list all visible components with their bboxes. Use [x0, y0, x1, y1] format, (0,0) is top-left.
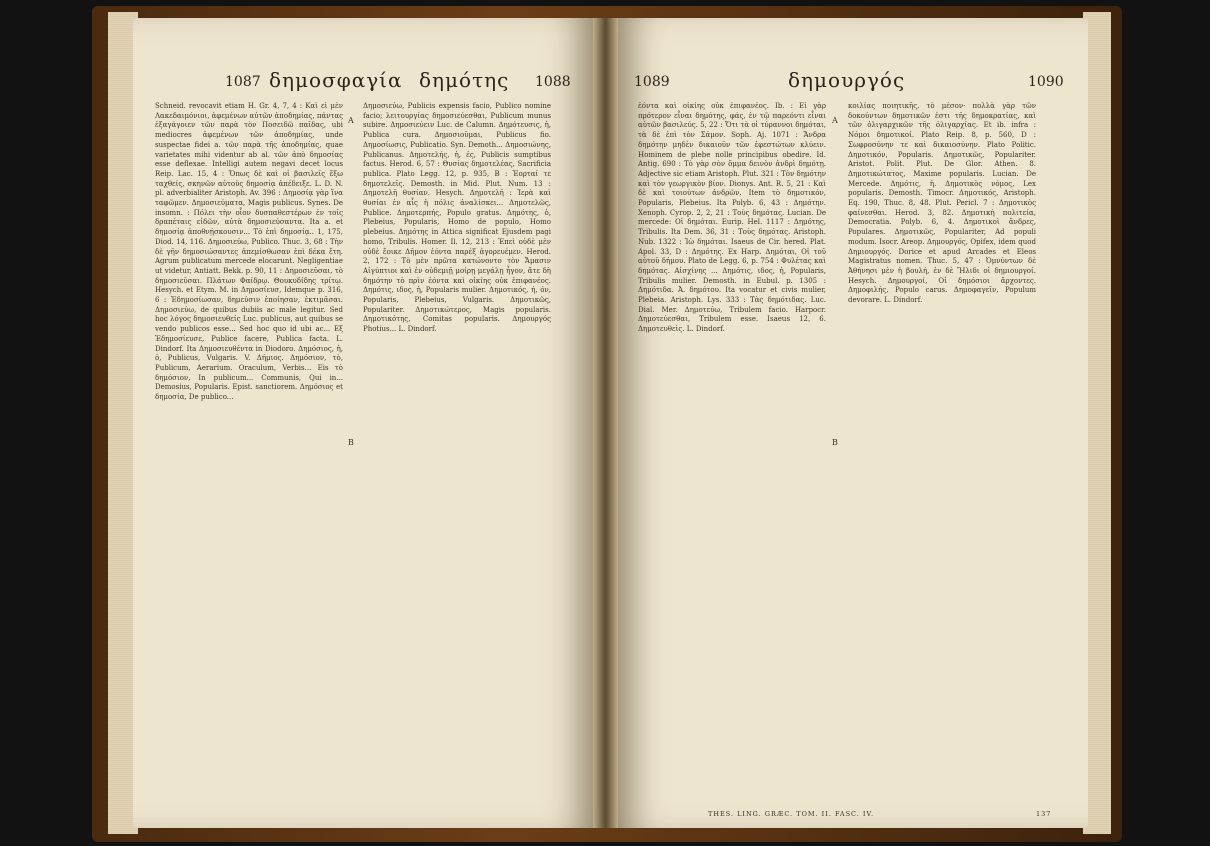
left-page	[133, 18, 593, 828]
right-running-head	[618, 68, 1088, 96]
column-number-left: 1089	[634, 74, 670, 90]
section-marker-b: B	[348, 438, 354, 447]
signature-mark: 137	[1036, 810, 1052, 818]
section-marker-a-right: A	[832, 116, 838, 125]
book-gutter	[593, 18, 618, 828]
section-marker-b-right: B	[832, 438, 838, 447]
left-column-b: Δημοσιεύω, Publicis expensis facio, Publico nomine facio; λειτουργίας δημοσιεύεσθαι, Publicum munus subire. Δημοσιεύειν Luc. de Calumn. Δημότευσις, ἡ, Publica cura. Δημοσιοῦμαι, Publicus fio. Δημοσίωσις, Publicatio. Syn. Demoth... Δημοσιώνης, Publicanus. Δημοτελής, ἡ, ἐς, Publicis sumptibus factus. Herod. 6, 57 : Θυσίας δημοτελέας, Sacrificia publica. Plato Legg. 12, p. 935, B : Ἑορταί τε δημοτελεῖς. Demosth. in Mid. Plut. Num. 13 : Δημοτελῆ θυσίαν. Hesych. Δημοτελῆ : Ἱερὰ καὶ θυσίαι ἐν αἷς ἡ πόλις ἀναλίσκει... Δημοτελῶς, Publice. Δημοτερπής, Populo gratus. Δημότης, ὁ, Plebeius, Popularis, Homo de populo, Homo plebeius. Δημότης in Attica significat Ejusdem pagi homo, Tribulis. Homer. Il. 12, 213 : Ἐπεὶ οὐδὲ μὲν οὐδὲ ἔοικε Δῆμον ἐόντα παρὲξ ἀγορευέμεν. Herod. 2, 172 : Τὸ μὲν πρῶτα κατώνοντο τὸν Ἄμασιν Αἰγύπτιοι καὶ ἐν οὐδεμιῇ μοίρῃ μεγάλῃ ἦγον, ἅτε δὴ δημότην τὸ πρὶν ἐόντα καὶ οἰκίης οὐκ ἐπιφανέος. Δημότις, ιδος, ἡ, Popularis mulier. Δημοτικός, ή, όν, Popularis, Plebeius, Vulgaris. Δημοτικῶς, Populariter. Δημοτικώτερος, Magis popularis. Δημοτικότης, Comitas popularis. Δημουργός Photius... L. Dindorf.	[363, 102, 551, 334]
left-running-head	[133, 68, 593, 96]
headword-right: δημουργός	[788, 68, 906, 92]
left-column-a: Schneid. revocavit etiam H. Gr. 4, 7, 4 : Καὶ εἰ μὲν Λακεδαιμόνιοι, ἀφεμένων αὐτῶν ἀποδημίας, πάντας ἐξαγάγοιεν τῶν παρὰ τὸν Ποσειδῶ παῖδας, ubi mediocres ἀφεμένων τῶν ἀποδημίας, unde suspectae fidei a. τῶν παρὰ τῆς ἀποδημίας, quae varietates mihi videntur ab al. τῶν ἀπὸ δημοσίας esse deflexae. Intelligi autem negavi decet locus Reip. Lac. 15, 4 : Ὅπως δὲ καὶ οἱ βασιλεῖς ἔξω ταχθείς, σκηνῶν αὐτοὺς δημοσίᾳ ἀπέδειξε. L. D. N. pl. adverbialiter Aristoph. Av. 396 : Δημοσίᾳ γὰρ ἵνα ταφῶμεν. Δημοσιεύματα, Magis publicus. Synes. De insomn. : Πόλει τὴν οἷον δυσπαθεστέρων ἐν τοῖς δραπέταις εἰδῶν, αὐτὰ δημοσιεύσαντα. Ita a. et δημοσίᾳ ἀποθνῄσκουσιν... Τὸ ἐπὶ δημοσίᾳ.. 1, 175, Diod. 14, 116. Δημοσιεύω, Publico. Thuc. 3, 68 : Τὴν δὲ γῆν δημοσιώσαντες ἀπεμίσθωσαν ἐπὶ δέκα ἔτη. Agrum publicatum mercede elocarunt. Negligentiae ut videtur, Antiatt. Bekk. p. 90, 11 : Δημοσιεῦσαι, τὸ δημοσιεῦσαι. Πλάτων Φαίδρῳ. Θουκυδίδης τρίτῳ. Hesych. et Etym. M. in Δημοσίευσ, Idemque p. 316, 6 : Ἐδημοσίωσαν, δημεύσιν ἐποίησαν, ἐκτιμᾶσαι. Δημοσιεύω, de quibus dubiis ac male legitur. Sed hoc λόγος δημοσιευθείς Luc. publicus, aut quibus se vendo publicos esse... Sed hoc quo id ubi ac... Εξ Ἐδημοσίευσε, Publice facere, Publica facta. L. Dindorf. Ita Δημοσιευθέντα in Diodoro. Δημόσιος, ἡ, ὁ, Publicus, Vulgaris. V. Δήμιος. Δημόσιον, τὸ, Publicum, Aerarium. Oraculum, Verbis... Eis τὸ δημόσιον, In publicum... Communis, Qui in... Demosius, Popularis. Epist. sanctiorem. Δημόσιος et δημοσία, De publico...	[155, 102, 343, 402]
column-word: δημότης	[419, 68, 510, 92]
page-number: 1087	[225, 74, 261, 90]
right-column-d: κοιλίας ποιητικῆς, τὸ μέσον· πολλὰ γὰρ τῶν δοκούντων δημοτικῶν ἐστι τῆς δημοκρατίας, καὶ τῶν ὀλιγαρχικῶν τῆς ὀλιγαρχίας. Et ib. infra : Νόμοι δημοτικοί. Plato Reip. 8, p. 560, D : Σωφροσύνην τε καὶ δικαιοσύνην. Plato Politic. Δημοτικόν, Popularis. Δημοτικῶς, Populariter. Aristot. Polit. Plut. De Glor. Athen. 8. Δημοτικώτατος, Maxime popularis. Lucian. De Mercede. Δημότις, ἡ. Δημοτικὸς νόμος, Lex popularis. Demosth. Timocr. Δημοτικός, Aristoph. Eq. 190, Thuc. 8, 48. Plut. Pericl. 7 : Δημοτικὸς φαίνεσθαι. Herod. 3, 82. Δημοτικὴ πολιτεία, Democratia. Polyb. 6, 4. Δημοτικοὶ ἄνδρες, Populares. Δημοτικῶς, Populariter, Ad populi modum. Isocr. Areop. Δημουργός, Opifex, idem quod Δημιουργός. Dorice et apud Arcades et Eleos Magistratus nomen. Thuc. 5, 47 : Ὀμνύντων δὲ Ἀθήνησι μὲν ἡ βουλή, ἐν δὲ Ἤλιδι οἱ δημιουργοί. Hesych. Δημουργοί, Οἱ δημόσιοι ἄρχοντες. Δημοφιλής, Populo carus. Δημοφαγεῖν, Populum devorare. L. Dindorf.	[848, 102, 1036, 305]
right-column-c: ἐόντα καὶ οἰκίης οὐκ ἐπιφανέος. Ib. : Εἰ γὰρ πρότερον εἶναι δημότης, φάς, ἐν τῷ παρεόντι εἶναι αὐτῶν βασιλεύς. 5, 22 : Ὅτι τὰ οἱ τύραννοι δημόται, τὰ δὲ ἐπὶ τὸν Σάμον. Soph. Aj. 1071 : Ἄνδρα δημότην μηδὲν δικαιοῦν τῶν ἐφεστώτων κλύειν. Hominem de plebe nolle principibus obedire. Id. Antig. 690 : Τὸ γὰρ σὸν ὄμμα δεινὸν ἀνδρὶ δημότῃ. Adjective sic etiam Aristoph. Plut. 321 : Τὸν δημότην καὶ τὸν γεωργικὸν βίον. Dionys. Ant. R. 5, 21 : Καὶ δὲ καὶ τοιούτων ἀνδρῶν. Item τὸ δημοτικόν, Popularis, Plebeius. Ita Polyb. 6, 43 : Δημότην. Xenoph. Cyrop. 2, 2, 21 : Τοὺς δημότας. Lucian. De mercede: Οἱ δημόται. Eurip. Hel. 1117 : Δημότης, Tribulis. Ita Dem. 36, 31 : Τοὺς δημότας. Aristoph. Nub. 1322 : Ἰὼ δημόται. Isaeus de Cir. hered. Plat. Apol. 33, D : Δημότης. Ex Harp. Δημόται, Οἱ τοῦ αὐτοῦ δήμου. Plato de Legg. 6, p. 754 : Φυλέτας καὶ δημότας. Αἰσχίνης ... Δημότις, ιδος, ἡ, Popularis, Tribulis mulier. Demosth. in Eubul. p. 1305 : Δημότιδα. Ἀ. δημότου. Ita vocatur et civis mulier, Plebeia. Aristoph. Lys. 333 : Τὰς δημότιδας. Luc. Dial. Mer. Δημοτεύω, Tribulem facio. Harpocr. Δημοτεύεσθαι, Tribulem esse. Isaeus 12, 6. Δημοτευθεὶς. L. Dindorf.	[638, 102, 826, 334]
right-page	[618, 18, 1088, 828]
section-marker-a: A	[348, 116, 354, 125]
headword: δημοσφαγία	[269, 68, 403, 92]
page-footer: THES. LING. GRÆC. TOM. II. FASC. IV.	[708, 810, 875, 818]
column-number-right: 1090	[1028, 74, 1064, 90]
column-number: 1088	[535, 74, 571, 90]
